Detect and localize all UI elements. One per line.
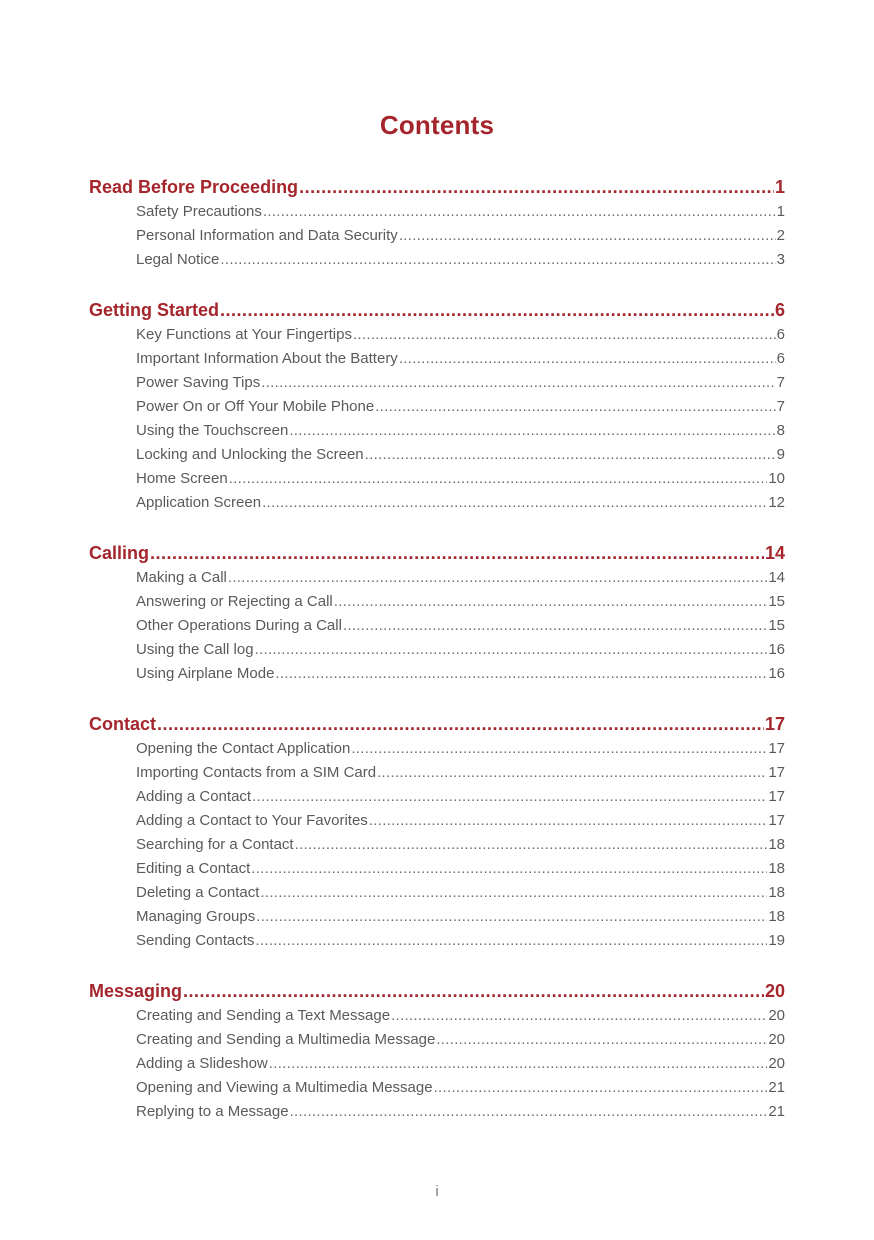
toc-entry-link[interactable] (136, 905, 785, 929)
dot-leader (299, 174, 774, 200)
toc-section (89, 540, 785, 686)
toc-entry-title: Power On or Off Your Mobile Phone (136, 398, 375, 415)
dot-leader (150, 540, 764, 566)
dot-leader (289, 419, 775, 443)
toc-chapter-link[interactable] (89, 174, 785, 200)
dot-leader (369, 809, 768, 833)
toc-entry-link[interactable] (136, 323, 785, 347)
dot-leader (261, 371, 775, 395)
toc-entry-page: 3 (776, 251, 785, 268)
toc-entry-page: 2 (776, 227, 785, 244)
toc-entry-title: Home Screen (136, 470, 228, 487)
toc-entry-title: Important Information About the Battery (136, 350, 398, 367)
toc-entry-link[interactable] (136, 857, 785, 881)
toc-entry-title: Opening and Viewing a Multimedia Message (136, 1079, 433, 1096)
toc-entry-page: 16 (768, 665, 785, 682)
toc-entry-title: Adding a Contact (136, 788, 252, 805)
toc-entry-page: 18 (768, 908, 785, 925)
toc-entry-title: Locking and Unlocking the Screen (136, 446, 364, 463)
toc-entry-title: Adding a Slideshow (136, 1055, 268, 1072)
toc-entry-page: 12 (768, 494, 785, 511)
dot-leader (262, 491, 767, 515)
toc-entry-title: Sending Contacts (136, 932, 255, 949)
toc-entry-page: 8 (776, 422, 785, 439)
dot-leader (399, 347, 776, 371)
toc-entry-page: 20 (768, 1031, 785, 1048)
toc-entry-link[interactable] (136, 443, 785, 467)
toc-chapter-title: Messaging (89, 981, 183, 1001)
toc-entry-title: Creating and Sending a Text Message (136, 1007, 391, 1024)
toc-entry-page: 17 (768, 812, 785, 829)
toc-chapter-link[interactable] (89, 297, 785, 323)
toc-entry-link[interactable] (136, 1052, 785, 1076)
toc-entry-title: Searching for a Contact (136, 836, 294, 853)
toc-entry-title: Adding a Contact to Your Favorites (136, 812, 368, 829)
toc-entry-page: 1 (776, 203, 785, 220)
toc-entry-page: 15 (768, 593, 785, 610)
dot-leader (365, 443, 776, 467)
toc-entry-link[interactable] (136, 224, 785, 248)
toc-entry-page: 17 (768, 788, 785, 805)
dot-leader (434, 1076, 768, 1100)
toc-entry-title: Using Airplane Mode (136, 665, 275, 682)
dot-leader (375, 395, 775, 419)
toc-section (89, 297, 785, 515)
dot-leader (275, 662, 767, 686)
dot-leader (228, 566, 767, 590)
dot-leader (334, 590, 768, 614)
toc-entry-title: Managing Groups (136, 908, 256, 925)
toc-entry-link[interactable] (136, 395, 785, 419)
toc-entry-title: Making a Call (136, 569, 227, 586)
toc-entry-page: 16 (768, 641, 785, 658)
page-number: i (435, 1183, 439, 1200)
dot-leader (295, 833, 768, 857)
dot-leader (255, 929, 767, 953)
toc-entry-link[interactable] (136, 881, 785, 905)
toc-entry-link[interactable] (136, 785, 785, 809)
toc-section (89, 711, 785, 953)
toc-entry-title: Key Functions at Your Fingertips (136, 326, 352, 343)
toc-entry-title: Other Operations During a Call (136, 617, 342, 634)
toc-entry-title: Using the Touchscreen (136, 422, 289, 439)
toc-entry-link[interactable] (136, 200, 785, 224)
toc-entry-page: 14 (768, 569, 785, 586)
toc-entry-page: 18 (768, 884, 785, 901)
toc-entry-title: Answering or Rejecting a Call (136, 593, 333, 610)
dot-leader (351, 737, 767, 761)
toc-entry-link[interactable] (136, 590, 785, 614)
toc-entry-page: 18 (768, 836, 785, 853)
dot-leader (343, 614, 767, 638)
toc-chapter-link[interactable] (89, 978, 785, 1004)
dot-leader (436, 1028, 767, 1052)
toc-chapter-page: 20 (764, 981, 785, 1001)
dot-leader (183, 978, 764, 1004)
toc-entry-page: 6 (776, 326, 785, 343)
toc-entry-link[interactable] (136, 1004, 785, 1028)
toc-entry-title: Power Saving Tips (136, 374, 261, 391)
toc-entry-link[interactable] (136, 614, 785, 638)
toc-entry-link[interactable] (136, 1028, 785, 1052)
dot-leader (256, 905, 767, 929)
toc-entry-page: 17 (768, 764, 785, 781)
toc-entry-page: 6 (776, 350, 785, 367)
toc-entry-link[interactable] (136, 491, 785, 515)
toc-entry-page: 7 (776, 374, 785, 391)
toc-chapter-link[interactable] (89, 711, 785, 737)
toc-entry-page: 15 (768, 617, 785, 634)
dot-leader (255, 638, 768, 662)
toc-entry-link[interactable] (136, 419, 785, 443)
toc-section (89, 978, 785, 1124)
toc-entry-title: Opening the Contact Application (136, 740, 351, 757)
dot-leader (229, 467, 768, 491)
dot-leader (220, 248, 775, 272)
toc-chapter-title: Read Before Proceeding (89, 177, 299, 197)
toc-entry-link[interactable] (136, 662, 785, 686)
toc-entry-link[interactable] (136, 809, 785, 833)
toc-chapter-link[interactable] (89, 540, 785, 566)
toc-chapter-page: 17 (764, 714, 785, 734)
dot-leader (251, 857, 767, 881)
toc-entry-page: 10 (768, 470, 785, 487)
toc-entry-title: Safety Precautions (136, 203, 262, 220)
toc-entry-title: Replying to a Message (136, 1103, 289, 1120)
toc-entry-page: 18 (768, 860, 785, 877)
dot-leader (269, 1052, 768, 1076)
toc-chapter-title: Calling (89, 543, 150, 563)
toc-entry-page: 21 (768, 1079, 785, 1096)
toc-entry-title: Deleting a Contact (136, 884, 260, 901)
toc-entry-link[interactable] (136, 371, 785, 395)
dot-leader (399, 224, 776, 248)
toc-chapter-page: 6 (774, 300, 785, 320)
toc-entry-title: Personal Information and Data Security (136, 227, 398, 244)
page-title: Contents (379, 110, 495, 140)
toc-entry-link[interactable] (136, 347, 785, 371)
dot-leader (263, 200, 776, 224)
toc-entry-page: 20 (768, 1007, 785, 1024)
toc-entry-link[interactable] (136, 638, 785, 662)
toc-entry-link[interactable] (136, 1076, 785, 1100)
toc-entry-link[interactable] (136, 467, 785, 491)
dot-leader (391, 1004, 767, 1028)
toc-chapter-title: Contact (89, 714, 156, 734)
dot-leader (260, 881, 767, 905)
toc-entry-link[interactable] (136, 833, 785, 857)
dot-leader (353, 323, 776, 347)
toc-entry-link[interactable] (136, 737, 785, 761)
toc-entry-page: 17 (768, 740, 785, 757)
toc-entry-title: Using the Call log (136, 641, 254, 658)
toc-entry-title: Importing Contacts from a SIM Card (136, 764, 377, 781)
toc-entry-page: 19 (768, 932, 785, 949)
toc-entry-title: Legal Notice (136, 251, 220, 268)
toc-entry-page: 20 (768, 1055, 785, 1072)
toc-entry-link[interactable] (136, 1100, 785, 1124)
dot-leader (157, 711, 764, 737)
toc-entry-link[interactable] (136, 761, 785, 785)
dot-leader (220, 297, 774, 323)
dot-leader (252, 785, 767, 809)
toc-entry-page: 9 (776, 446, 785, 463)
toc-chapter-page: 14 (764, 543, 785, 563)
toc-chapter-page: 1 (774, 177, 785, 197)
toc-entry-link[interactable] (136, 929, 785, 953)
toc-entry-link[interactable] (136, 248, 785, 272)
toc-entry-link[interactable] (136, 566, 785, 590)
toc-entry-title: Creating and Sending a Multimedia Message (136, 1031, 436, 1048)
dot-leader (290, 1100, 768, 1124)
toc-chapter-title: Getting Started (89, 300, 220, 320)
toc-entry-page: 7 (776, 398, 785, 415)
dot-leader (377, 761, 767, 785)
toc-entry-title: Application Screen (136, 494, 262, 511)
toc-section (89, 174, 785, 272)
toc-entry-page: 21 (768, 1103, 785, 1120)
table-of-contents (89, 174, 785, 1149)
toc-entry-title: Editing a Contact (136, 860, 251, 877)
